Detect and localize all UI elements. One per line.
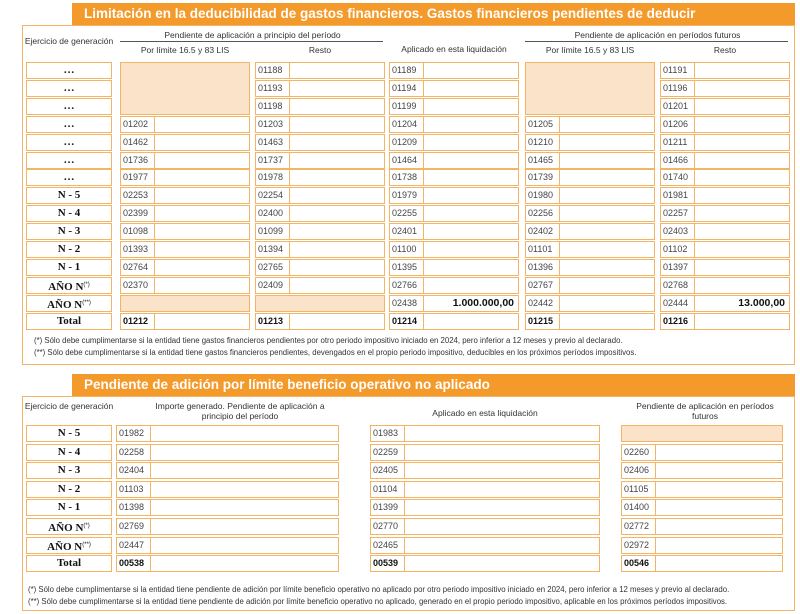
s2-cell-c1[interactable] bbox=[116, 425, 339, 442]
s1-total-c5[interactable] bbox=[660, 313, 790, 330]
s1-cell-c1[interactable] bbox=[120, 169, 250, 186]
s1-cell-c2[interactable] bbox=[255, 98, 385, 115]
row-label-text: Total bbox=[56, 314, 82, 327]
s1-total-c4[interactable] bbox=[525, 313, 655, 330]
box-code: 01206 bbox=[661, 117, 695, 132]
box-code: 02764 bbox=[121, 260, 155, 275]
box-code: 02406 bbox=[622, 463, 656, 478]
box-code: 01198 bbox=[256, 99, 290, 114]
s1-cell-c2[interactable] bbox=[255, 205, 385, 222]
s1-total-c1[interactable] bbox=[120, 313, 250, 330]
s1-group-line-2 bbox=[525, 41, 788, 42]
s2-row-label bbox=[26, 481, 112, 498]
box-code: 01464 bbox=[390, 153, 424, 168]
s1-row-label bbox=[26, 98, 112, 115]
box-code: 01400 bbox=[622, 500, 656, 515]
box-code: 02766 bbox=[390, 278, 424, 293]
s2-row-label bbox=[26, 518, 112, 535]
s1-cell-c4[interactable] bbox=[525, 223, 655, 240]
row-label-text: N - 5 bbox=[57, 427, 81, 439]
box-code: 01395 bbox=[390, 260, 424, 275]
box-code: 02254 bbox=[256, 188, 290, 203]
s2-cell-c2[interactable] bbox=[370, 518, 600, 535]
s1-shaded-limite bbox=[120, 62, 250, 115]
box-code: 01199 bbox=[390, 99, 424, 114]
s1-cell-c1[interactable] bbox=[120, 259, 250, 276]
s2-header-ejercicio: Ejercicio de generación bbox=[24, 401, 114, 411]
s2-cell-c1[interactable] bbox=[116, 537, 339, 554]
s2-header-aplicado: Aplicado en esta liquidación bbox=[432, 408, 538, 418]
footnote-marker: (**) bbox=[82, 541, 91, 548]
box-code: 01736 bbox=[121, 153, 155, 168]
s2-header-importe: Importe generado. Pendiente de aplicación a principio del período bbox=[155, 401, 325, 421]
s1-cell-c2[interactable] bbox=[255, 187, 385, 204]
s2-cell-c1[interactable] bbox=[116, 462, 339, 479]
s1-header-limite-f: Por límite 16.5 y 83 LIS bbox=[545, 45, 635, 55]
s1-row-label bbox=[26, 169, 112, 186]
box-code: 01981 bbox=[661, 188, 695, 203]
s1-cell-c4[interactable] bbox=[525, 134, 655, 151]
s1-row-label bbox=[26, 277, 112, 294]
s1-row-label bbox=[26, 62, 112, 79]
s1-cell-c5[interactable] bbox=[660, 187, 790, 204]
box-code: 01982 bbox=[117, 426, 151, 441]
s1-cell-c1[interactable] bbox=[120, 152, 250, 169]
s2-cell-c2[interactable] bbox=[370, 425, 600, 442]
s2-cell-c3[interactable] bbox=[621, 462, 783, 479]
row-label-text: … bbox=[63, 64, 75, 76]
box-code: 02399 bbox=[121, 206, 155, 221]
box-code: 01980 bbox=[526, 188, 560, 203]
box-code: 00546 bbox=[622, 556, 656, 571]
s1-cell-c1[interactable] bbox=[120, 277, 250, 294]
s2-cell-c1[interactable] bbox=[116, 481, 339, 498]
s1-cell-c5[interactable] bbox=[660, 205, 790, 222]
s1-cell-c4[interactable] bbox=[525, 152, 655, 169]
s1-cell-c5[interactable] bbox=[660, 80, 790, 97]
box-code: 01214 bbox=[390, 314, 424, 329]
s1-cell-c5[interactable] bbox=[660, 134, 790, 151]
s1-cell-c5[interactable] bbox=[660, 295, 790, 312]
s1-cell-c3[interactable] bbox=[389, 205, 519, 222]
box-code: 01393 bbox=[121, 242, 155, 257]
s2-header-pendiente: Pendiente de aplicación en períodos futuros bbox=[636, 401, 774, 421]
box-code: 01189 bbox=[390, 63, 424, 78]
box-code: 02402 bbox=[526, 224, 560, 239]
s1-total-label bbox=[26, 313, 112, 330]
s1-shaded-anon-limite bbox=[120, 295, 250, 312]
box-code: 01466 bbox=[661, 153, 695, 168]
s1-header-resto: Resto bbox=[308, 45, 332, 55]
row-label-text: … bbox=[63, 81, 75, 94]
s1-cell-c2[interactable] bbox=[255, 223, 385, 240]
s1-cell-c3[interactable] bbox=[389, 223, 519, 240]
box-code: 01100 bbox=[390, 242, 424, 257]
s1-cell-c1[interactable] bbox=[120, 187, 250, 204]
box-code: 00539 bbox=[371, 556, 405, 571]
box-code: 02444 bbox=[661, 296, 695, 311]
row-label-text: N - 5 bbox=[57, 189, 81, 202]
s1-cell-c2[interactable] bbox=[255, 116, 385, 133]
amount-value: 13.000,00 bbox=[738, 296, 785, 309]
s2-row-label bbox=[26, 499, 112, 516]
s1-cell-c3[interactable] bbox=[389, 152, 519, 169]
row-label-text: N - 2 bbox=[57, 482, 81, 495]
box-code: 00538 bbox=[117, 556, 151, 571]
s2-total-c1[interactable] bbox=[116, 555, 339, 572]
s1-row-label bbox=[26, 134, 112, 151]
s2-cell-c2[interactable] bbox=[370, 499, 600, 516]
box-code: 01196 bbox=[661, 81, 695, 96]
s1-cell-c1[interactable] bbox=[120, 134, 250, 151]
s1-cell-c3[interactable] bbox=[389, 187, 519, 204]
box-code: 01201 bbox=[661, 99, 695, 114]
box-code: 01213 bbox=[256, 314, 290, 329]
s2-cell-c2[interactable] bbox=[370, 462, 600, 479]
s1-cell-c1[interactable] bbox=[120, 241, 250, 258]
row-label-text: N - 3 bbox=[57, 225, 81, 238]
box-code: 01979 bbox=[390, 188, 424, 203]
s1-row-label bbox=[26, 205, 112, 222]
s1-cell-c5[interactable] bbox=[660, 277, 790, 294]
box-code: 01102 bbox=[661, 242, 695, 257]
s1-cell-c2[interactable] bbox=[255, 80, 385, 97]
s2-row-label bbox=[26, 537, 112, 554]
row-label-text: AÑO N bbox=[47, 298, 83, 311]
box-code: 02401 bbox=[390, 224, 424, 239]
box-code: 01205 bbox=[526, 117, 560, 132]
box-code: 02772 bbox=[622, 519, 656, 534]
s2-total-c3[interactable] bbox=[621, 555, 783, 572]
row-label-text: … bbox=[63, 99, 75, 112]
box-code: 02770 bbox=[371, 519, 405, 534]
box-code: 01202 bbox=[121, 117, 155, 132]
row-label-text: AÑO N bbox=[48, 280, 84, 293]
s1-cell-c5[interactable] bbox=[660, 259, 790, 276]
s1-row-label bbox=[26, 187, 112, 204]
s1-cell-c4[interactable] bbox=[525, 187, 655, 204]
s1-row-label bbox=[26, 259, 112, 276]
box-code: 01212 bbox=[121, 314, 155, 329]
box-code: 02404 bbox=[117, 463, 151, 478]
box-code: 02256 bbox=[526, 206, 560, 221]
s2-cell-c3[interactable] bbox=[621, 481, 783, 498]
s1-cell-c4[interactable] bbox=[525, 241, 655, 258]
s2-cell-c1[interactable] bbox=[116, 518, 339, 535]
box-code: 01977 bbox=[121, 170, 155, 185]
s1-cell-c2[interactable] bbox=[255, 259, 385, 276]
s1-cell-c5[interactable] bbox=[660, 98, 790, 115]
s1-header-pendiente-futuro: Pendiente de aplicación en períodos futuros bbox=[574, 30, 741, 40]
s2-cell-c1[interactable] bbox=[116, 499, 339, 516]
s1-header-limite: Por límite 16.5 y 83 LIS bbox=[140, 45, 230, 55]
s1-cell-c3[interactable] bbox=[389, 80, 519, 97]
box-code: 02260 bbox=[622, 445, 656, 460]
box-code: 01215 bbox=[526, 314, 560, 329]
s1-cell-c1[interactable] bbox=[120, 223, 250, 240]
box-code: 01465 bbox=[526, 153, 560, 168]
s1-cell-c4[interactable] bbox=[525, 169, 655, 186]
amount-value: 1.000.000,00 bbox=[452, 296, 514, 309]
box-code: 02972 bbox=[622, 538, 656, 553]
box-code: 01397 bbox=[661, 260, 695, 275]
s1-header-aplicado: Aplicado en esta liquidación bbox=[401, 44, 507, 54]
s2-cell-c1[interactable] bbox=[116, 444, 339, 461]
row-label-text: N - 4 bbox=[57, 207, 81, 220]
s1-cell-c3[interactable] bbox=[389, 98, 519, 115]
box-code: 01740 bbox=[661, 170, 695, 185]
s2-cell-c2[interactable] bbox=[370, 444, 600, 461]
box-code: 02767 bbox=[526, 278, 560, 293]
footnote-marker: (*) bbox=[83, 281, 90, 288]
row-label-text: … bbox=[63, 153, 75, 166]
s1-cell-c3[interactable] bbox=[389, 259, 519, 276]
box-code: 02447 bbox=[117, 538, 151, 553]
box-code: 02442 bbox=[526, 296, 560, 311]
s1-group-line-1 bbox=[120, 41, 383, 42]
section1-title: Limitación en la deducibilidad de gastos financieros. Gastos financieros pendientes de deducir bbox=[72, 3, 795, 25]
row-label-text: N - 1 bbox=[57, 260, 81, 273]
box-code: 01101 bbox=[526, 242, 560, 257]
s2-note-1: (*) Sólo debe cumplimentarse si la entidad tiene pendiente de adición por límite beneficio operativo no aplicado por otro periodo impositivo iniciado en 2024, pero inferior a 12 meses y previo al declarado. bbox=[28, 585, 730, 594]
box-code: 01203 bbox=[256, 117, 290, 132]
row-label-text: N - 4 bbox=[57, 445, 81, 458]
box-code: 02768 bbox=[661, 278, 695, 293]
row-label-text: N - 1 bbox=[57, 501, 81, 514]
row-label-text: N - 2 bbox=[57, 243, 81, 255]
box-code: 01396 bbox=[526, 260, 560, 275]
box-code: 02258 bbox=[117, 445, 151, 460]
box-code: 02409 bbox=[256, 278, 290, 293]
box-code: 01098 bbox=[121, 224, 155, 239]
s1-shaded-limite-f bbox=[525, 62, 655, 115]
s1-cell-c5[interactable] bbox=[660, 223, 790, 240]
s2-cell-c3[interactable] bbox=[621, 518, 783, 535]
box-code: 01099 bbox=[256, 224, 290, 239]
row-label-text: … bbox=[63, 135, 75, 148]
row-label-text: Total bbox=[56, 557, 82, 570]
s1-header-ejercicio: Ejercicio de generación bbox=[24, 36, 114, 46]
s1-shaded-anon-resto bbox=[255, 295, 385, 312]
box-code: 02253 bbox=[121, 188, 155, 203]
s1-cell-c2[interactable] bbox=[255, 169, 385, 186]
box-code: 02370 bbox=[121, 278, 155, 293]
box-code: 02259 bbox=[371, 445, 405, 460]
s1-row-label bbox=[26, 223, 112, 240]
row-label-text: AÑO N bbox=[48, 522, 84, 534]
s1-total-c3[interactable] bbox=[389, 313, 519, 330]
s1-cell-c3[interactable] bbox=[389, 169, 519, 186]
box-code: 01394 bbox=[256, 242, 290, 257]
s1-row-label bbox=[26, 152, 112, 169]
s2-row-label bbox=[26, 425, 112, 442]
box-code: 01191 bbox=[661, 63, 695, 78]
s1-cell-c5[interactable] bbox=[660, 62, 790, 79]
box-code: 01103 bbox=[117, 482, 151, 497]
s2-cell-c2[interactable] bbox=[370, 537, 600, 554]
s1-cell-c4[interactable] bbox=[525, 295, 655, 312]
box-code: 01105 bbox=[622, 482, 656, 497]
s1-cell-c4[interactable] bbox=[525, 277, 655, 294]
s1-total-c2[interactable] bbox=[255, 313, 385, 330]
box-code: 01398 bbox=[117, 500, 151, 515]
s2-cell-c3[interactable] bbox=[621, 499, 783, 516]
box-code: 01737 bbox=[256, 153, 290, 168]
box-code: 01210 bbox=[526, 135, 560, 150]
row-label-text: … bbox=[63, 117, 75, 130]
s1-cell-c5[interactable] bbox=[660, 152, 790, 169]
s2-shaded-n5 bbox=[621, 425, 783, 442]
s1-cell-c5[interactable] bbox=[660, 241, 790, 258]
box-code: 02255 bbox=[390, 206, 424, 221]
box-code: 01104 bbox=[371, 482, 405, 497]
section2-title: Pendiente de adición por límite beneficio operativo no aplicado bbox=[72, 374, 795, 396]
s1-header-resto-f: Resto bbox=[713, 45, 737, 55]
s1-cell-c5[interactable] bbox=[660, 169, 790, 186]
s1-header-pendiente-inicio: Pendiente de aplicación a principio del período bbox=[164, 30, 341, 40]
box-code: 01193 bbox=[256, 81, 290, 96]
s1-row-label bbox=[26, 295, 112, 312]
s1-cell-c1[interactable] bbox=[120, 205, 250, 222]
box-code: 02765 bbox=[256, 260, 290, 275]
box-code: 01738 bbox=[390, 170, 424, 185]
s1-cell-c4[interactable] bbox=[525, 259, 655, 276]
box-code: 01209 bbox=[390, 135, 424, 150]
s1-cell-c3[interactable] bbox=[389, 295, 519, 312]
s1-cell-c3[interactable] bbox=[389, 134, 519, 151]
box-code: 01211 bbox=[661, 135, 695, 150]
s2-cell-c3[interactable] bbox=[621, 537, 783, 554]
box-code: 01188 bbox=[256, 63, 290, 78]
s1-cell-c2[interactable] bbox=[255, 277, 385, 294]
box-code: 01194 bbox=[390, 81, 424, 96]
box-code: 01216 bbox=[661, 314, 695, 329]
row-label-text: … bbox=[63, 171, 75, 184]
box-code: 02465 bbox=[371, 538, 405, 553]
row-label-text: AÑO N bbox=[47, 540, 83, 553]
s1-cell-c1[interactable] bbox=[120, 116, 250, 133]
box-code: 01462 bbox=[121, 135, 155, 150]
s2-total-label bbox=[26, 555, 112, 572]
s1-row-label bbox=[26, 80, 112, 97]
box-code: 02405 bbox=[371, 463, 405, 478]
s1-cell-c4[interactable] bbox=[525, 205, 655, 222]
box-code: 01978 bbox=[256, 170, 290, 185]
box-code: 02257 bbox=[661, 206, 695, 221]
s1-cell-c2[interactable] bbox=[255, 241, 385, 258]
box-code: 01204 bbox=[390, 117, 424, 132]
s2-row-label bbox=[26, 444, 112, 461]
box-code: 02400 bbox=[256, 206, 290, 221]
s2-note-2: (**) Sólo debe cumplimentarse si la entidad tiene pendiente de adición por límite beneficio operativo no aplicado, generado en el propio periodo impositivo, aplicable en los próximos períodos impositivos. bbox=[28, 597, 728, 606]
s1-cell-c3[interactable] bbox=[389, 116, 519, 133]
box-code: 01463 bbox=[256, 135, 290, 150]
s1-cell-c5[interactable] bbox=[660, 116, 790, 133]
s1-cell-c2[interactable] bbox=[255, 62, 385, 79]
box-code: 02403 bbox=[661, 224, 695, 239]
footnote-marker: (**) bbox=[82, 299, 91, 306]
s1-cell-c4[interactable] bbox=[525, 116, 655, 133]
s1-row-label bbox=[26, 241, 112, 258]
s1-note-1: (*) Sólo debe cumplimentarse si la entidad tiene gastos financieros pendientes por otro periodo impositivo iniciado en 2024, pero inferior a 12 meses y previo al declarado. bbox=[34, 336, 623, 345]
s1-cell-c2[interactable] bbox=[255, 134, 385, 151]
box-code: 01399 bbox=[371, 500, 405, 515]
s2-cell-c2[interactable] bbox=[370, 481, 600, 498]
s2-row-label bbox=[26, 462, 112, 479]
s1-cell-c3[interactable] bbox=[389, 241, 519, 258]
s1-cell-c2[interactable] bbox=[255, 152, 385, 169]
footnote-marker: (*) bbox=[83, 523, 90, 529]
box-code: 01739 bbox=[526, 170, 560, 185]
s2-cell-c3[interactable] bbox=[621, 444, 783, 461]
s1-note-2: (**) Sólo debe cumplimentarse si la entidad tiene gastos financieros pendientes, devengados en el propio periodo impositivo, deducibles en los próximos períodos impositivos. bbox=[34, 348, 637, 357]
box-code: 01983 bbox=[371, 426, 405, 441]
s2-total-c2[interactable] bbox=[370, 555, 600, 572]
box-code: 02438 bbox=[390, 296, 424, 311]
row-label-text: N - 3 bbox=[57, 464, 81, 477]
s1-cell-c3[interactable] bbox=[389, 62, 519, 79]
s1-row-label bbox=[26, 116, 112, 133]
box-code: 02769 bbox=[117, 519, 151, 534]
s1-cell-c3[interactable] bbox=[389, 277, 519, 294]
